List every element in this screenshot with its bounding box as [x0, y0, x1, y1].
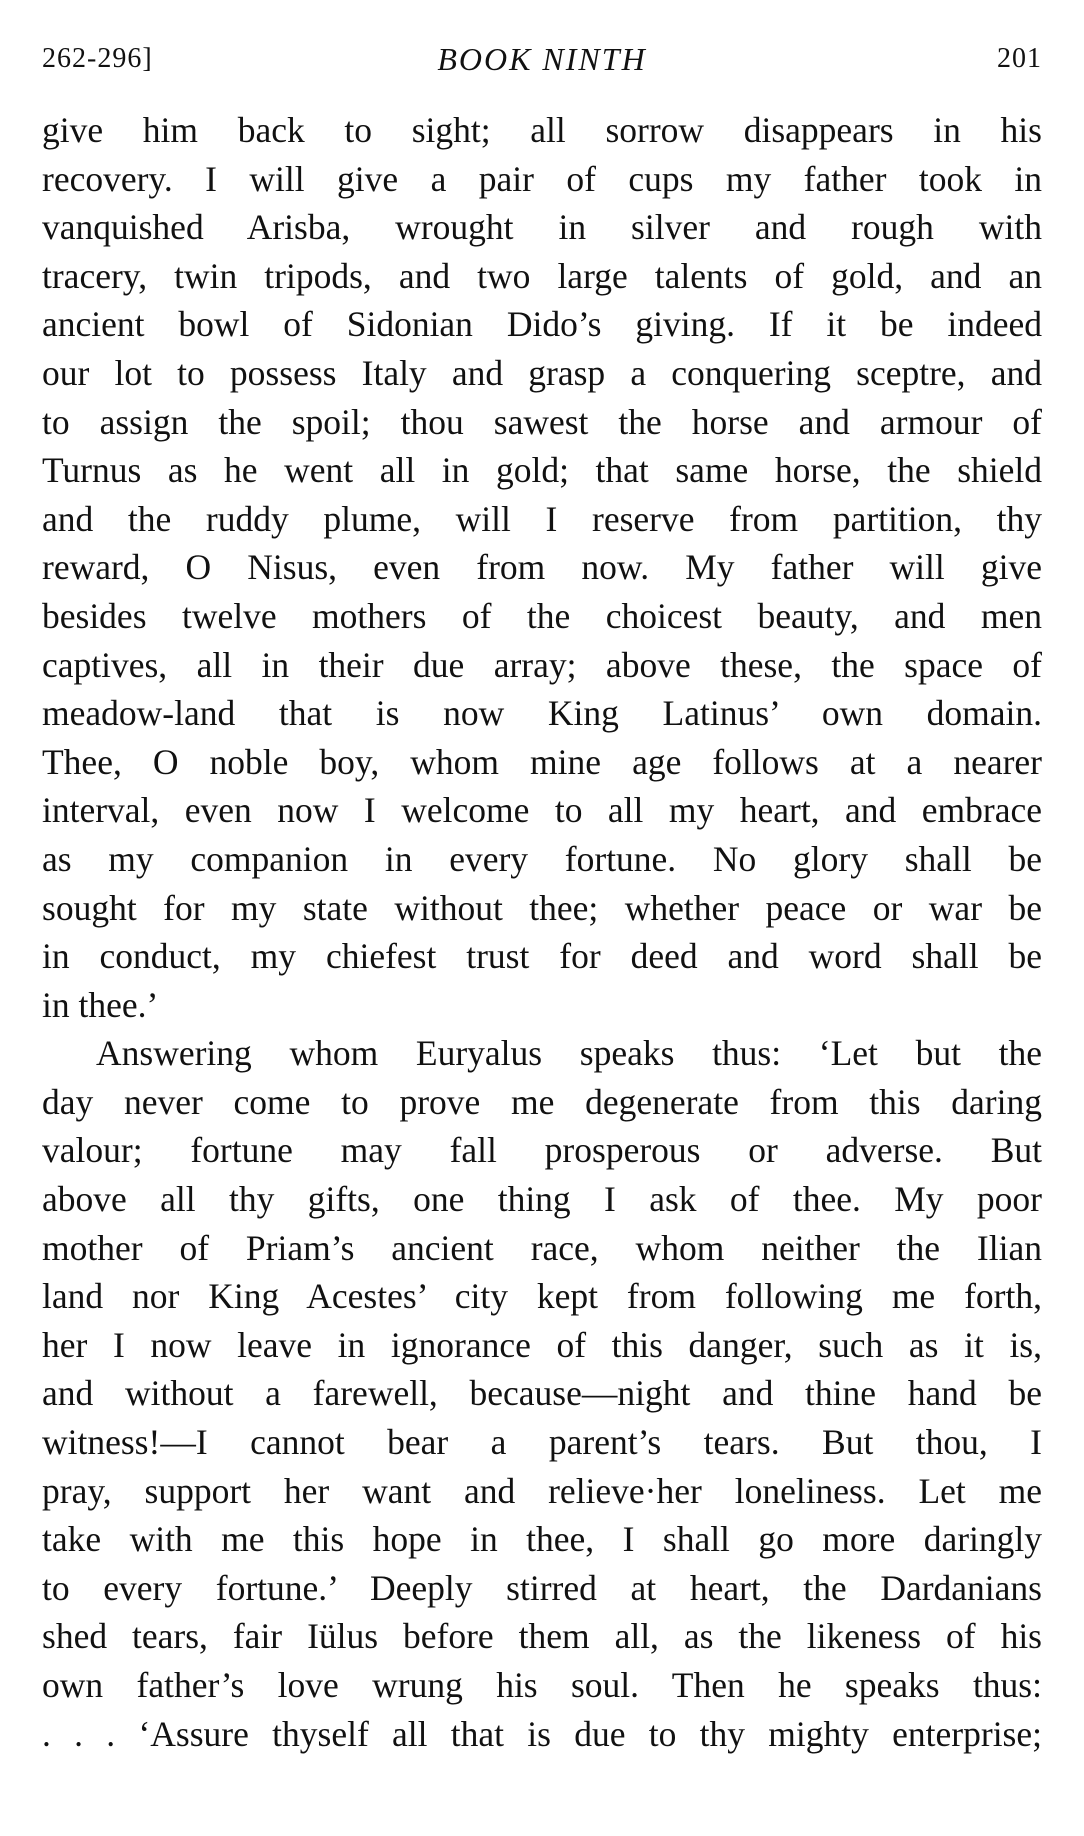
text-line: mother of Priam’s ancient race, whom neither the Ilian: [42, 1227, 1042, 1268]
text-line: sought for my state without thee; whether peace or war be: [42, 887, 1042, 928]
text-line: our lot to possess Italy and grasp a conquering sceptre, and: [42, 352, 1042, 393]
text-line: pray, support her want and relieve·her loneliness. Let me: [42, 1470, 1042, 1511]
page-body: [42, 106, 1042, 1758]
text-line: to assign the spoil; thou sawest the horse and armour of: [42, 401, 1042, 442]
text-line: witness!—I cannot bear a parent’s tears. But thou, I: [42, 1422, 1042, 1463]
text-line: . . . ‘Assure thyself all that is due to thy mighty enterprise;: [42, 1713, 1042, 1754]
text-line: above all thy gifts, one thing I ask of thee. My poor: [42, 1179, 1042, 1220]
text-line: vanquished Arisba, wrought in silver and rough with: [42, 207, 1042, 248]
text-line: and the ruddy plume, will I reserve from partition, thy: [42, 498, 1042, 539]
text-line: as my companion in every fortune. No glory shall be: [42, 838, 1042, 879]
text-line: and without a farewell, because—night and thine hand be: [42, 1373, 1042, 1414]
text-line: ancient bowl of Sidonian Dido’s giving. If it be indeed: [42, 304, 1042, 345]
text-line: shed tears, fair Iülus before them all, as the likeness of his: [42, 1616, 1042, 1657]
text-line: land nor King Acestes’ city kept from following me forth,: [42, 1276, 1042, 1317]
text-line: in thee.’: [42, 984, 159, 1025]
book-title: BOOK NINTH: [437, 41, 647, 77]
page-number: 201: [997, 43, 1042, 74]
text-line: Thee, O noble boy, whom mine age follows at a nearer: [42, 741, 1042, 782]
text-line: give him back to sight; all sorrow disappears in his: [42, 110, 1042, 150]
text-line: recovery. I will give a pair of cups my father took in: [42, 158, 1042, 199]
text-line: take with me this hope in thee, I shall go more daringly: [42, 1519, 1042, 1560]
text-line: to every fortune.’ Deeply stirred at heart, the Dardanians: [42, 1567, 1042, 1608]
text-line: her I now leave in ignorance of this danger, such as it is,: [42, 1324, 1042, 1365]
text-line: own father’s love wrung his soul. Then he speaks thus:: [42, 1665, 1042, 1705]
text-line: besides twelve mothers of the choicest beauty, and men: [42, 595, 1042, 636]
text-line: captives, all in their due array; above these, the space of: [42, 644, 1042, 685]
text-line: day never come to prove me degenerate from this daring: [42, 1081, 1042, 1122]
text-line: Turnus as he went all in gold; that same horse, the shield: [42, 450, 1042, 491]
text-line: reward, O Nisus, even from now. My father will give: [42, 547, 1042, 588]
text-line: Answering whom Euryalus speaks thus: ‘Let but the: [96, 1033, 1042, 1074]
text-line: in conduct, my chiefest trust for deed and word shall be: [42, 936, 1042, 977]
line-range: 262-296]: [42, 43, 153, 74]
paragraph-2: [42, 1029, 1042, 1758]
text-line: interval, even now I welcome to all my heart, and embrace: [42, 790, 1042, 831]
book-page: [42, 34, 1042, 1758]
paragraph-1: [42, 106, 1042, 1029]
text-line: meadow-land that is now King Latinus’ own domain.: [42, 693, 1042, 734]
running-header: [42, 34, 1042, 84]
text-line: tracery, twin tripods, and two large talents of gold, and an: [42, 255, 1042, 296]
text-line: valour; fortune may fall prosperous or adverse. But: [42, 1130, 1042, 1171]
